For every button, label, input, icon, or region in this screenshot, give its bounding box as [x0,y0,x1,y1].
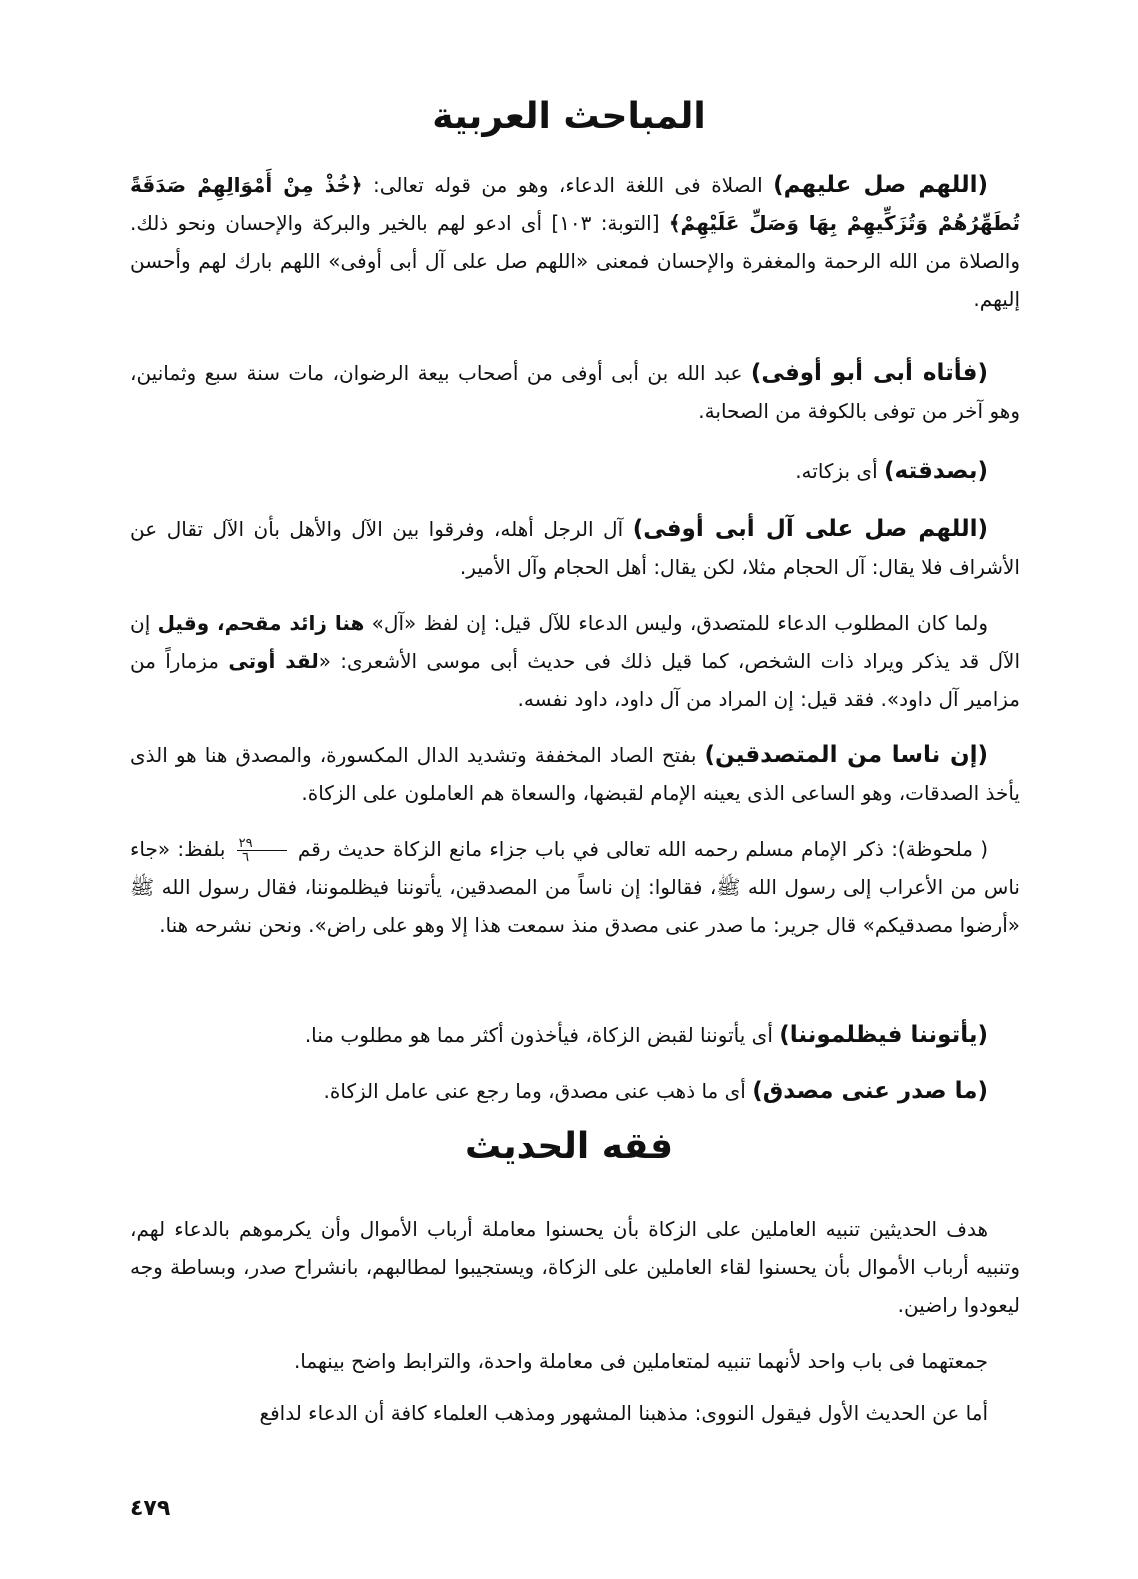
paragraph-yatunana [130,1016,1020,1054]
paragraph-text: آل الرجل أهله، وفرقوا بين الآل والأهل بأن الآل تقال عن الأشراف فلا يقال: آل الحجام مثلا، لكن يقال: أهل الحجام وآل الأمير. [130,517,1020,579]
term-heading: (اللهم صل عليهم) [773,172,988,198]
paragraph-text: بلفظ: «جاء ناس من الأعراب إلى رسول الله ﷺ، فقالوا: إن ناساً من المصدقين، يأتوننا فيظلموننا، فقال رسول الله ﷺ «أرضوا مصدقيكم» قال جرير: ما صدر عنى مصدق منذ سمعت هذا إلا وهو على راض». ونحن نشرحه هنا. [130,837,1020,937]
fraction-denominator: ٦ [242,850,250,865]
term-heading: (إن ناسا من المتصدقين) [704,742,988,768]
paragraph-hadaf: هدف الحديثين تنبيه العاملين على الزكاة بأن يحسنوا معاملة أرباب الأموال وأن يكرموهم بالدعاء لهم، وتنبيه أرباب الأموال بأن يحسنوا لقاء العاملين على الزكاة، ويستجيبوا لمطالبهم، بانشراح صدر، وبساطة وجه ليعودوا راضين. [130,1217,1020,1317]
paragraph-text: [التوبة: ١٠٣] أى ادعو لهم بالخير والبركة والإحسان ونحو ذلك. والصلاة من الله الرحمة والمغفرة والإحسان فمعنى «اللهم صل على آل أبى أوفى» اللهم بارك لهم وأحسن إليهم. [130,211,1020,311]
section-title-arabic-studies: المباحث العربية [432,96,706,137]
term-heading: (اللهم صل على آل أبى أوفى) [632,516,989,542]
hadith-number-fraction [237,837,287,864]
paragraph-text: أى ما ذهب عنى مصدق، وما رجع عنى عامل الزكاة. [323,1079,753,1103]
term-heading: (بصدقته) [883,458,988,484]
term-heading: (فأتاه أبى أبو أوفى) [750,360,988,386]
paragraph-text: ولما كان المطلوب الدعاء للمتصدق، وليس الدعاء للآل قيل: إن لفظ «آل» [364,611,988,635]
paragraph-aal-meaning [130,604,1020,718]
paragraph-allahumma-salli [130,166,1020,318]
paragraph-mutasaddiqin [130,736,1020,812]
section-title-fiqh-al-hadith: فقه الحديث [464,1126,674,1167]
paragraph-text: أى يأتوننا لقبض الزكاة، فيأخذون أكثر مما هو مطلوب منا. [304,1023,780,1047]
term-heading: (ما صدر عنى مصدق) [752,1078,988,1104]
paragraph-jamatuhuma: جمعتهما فى باب واحد لأنهما تنبيه لمتعاملين فى معاملة واحدة، والترابط واضح بينهما. [293,1349,988,1373]
bold-text: هنا زائد مقحم، وقيل [157,611,365,635]
paragraph-bisadaqatihi [130,452,1020,490]
paragraph-note [130,830,1020,944]
page-number: ٤٧٩ [130,1496,171,1521]
paragraph-text: إن الآل قد يذكر ويراد ذات الشخص، كما قيل ذلك فى حديث أبى موسى الأشعرى: « [130,611,1020,673]
bold-text: لقد أوتى [228,649,319,673]
paragraph-text: عبد الله بن أبى أوفى من أصحاب بيعة الرضوان، مات سنة سبع وثمانين، وهو آخر من توفى بالكوفة من الصحابة. [130,361,1020,423]
paragraph-text: ( ملحوظة): ذكر الإمام مسلم رحمه الله تعالى في باب جزاء مانع الزكاة حديث رقم [297,837,989,861]
fraction-numerator: ٢٩ [237,837,287,851]
paragraph-aal-abi-awfa [130,510,1020,586]
paragraph-ma-sadara [130,1072,1020,1110]
paragraph-text: بفتح الصاد المخففة وتشديد الدال المكسورة، والمصدق هنا هو الذى يأخذ الصدقات، وهو الساعى الذى يعينه الإمام لقبضها، والسعاة هم العاملون على الزكاة. [130,743,1020,805]
paragraph-abu-awfa [130,354,1020,430]
paragraph-text: أى بزكاته. [795,459,884,483]
paragraph-text: الصلاة فى اللغة الدعاء، وهو من قوله تعالى: [362,173,774,197]
quran-verse: ﴿خُذْ مِنْ أَمْوَالِهِمْ صَدَقَةً تُطَهِّرُهُمْ وَتُزَكِّيهِمْ بِهَا وَصَلِّ عَلَيْهِمْ﴾ [130,173,1021,235]
paragraph-amma-al-hadith: أما عن الحديث الأول فيقول النووى: مذهبنا المشهور ومذهب العلماء كافة أن الدعاء لدافع [259,1401,988,1425]
paragraph-text: مزماراً من مزامير آل داود». فقد قيل: إن المراد من آل داود، داود نفسه. [130,649,1020,711]
term-heading: (يأتوننا فيظلموننا) [779,1022,988,1048]
